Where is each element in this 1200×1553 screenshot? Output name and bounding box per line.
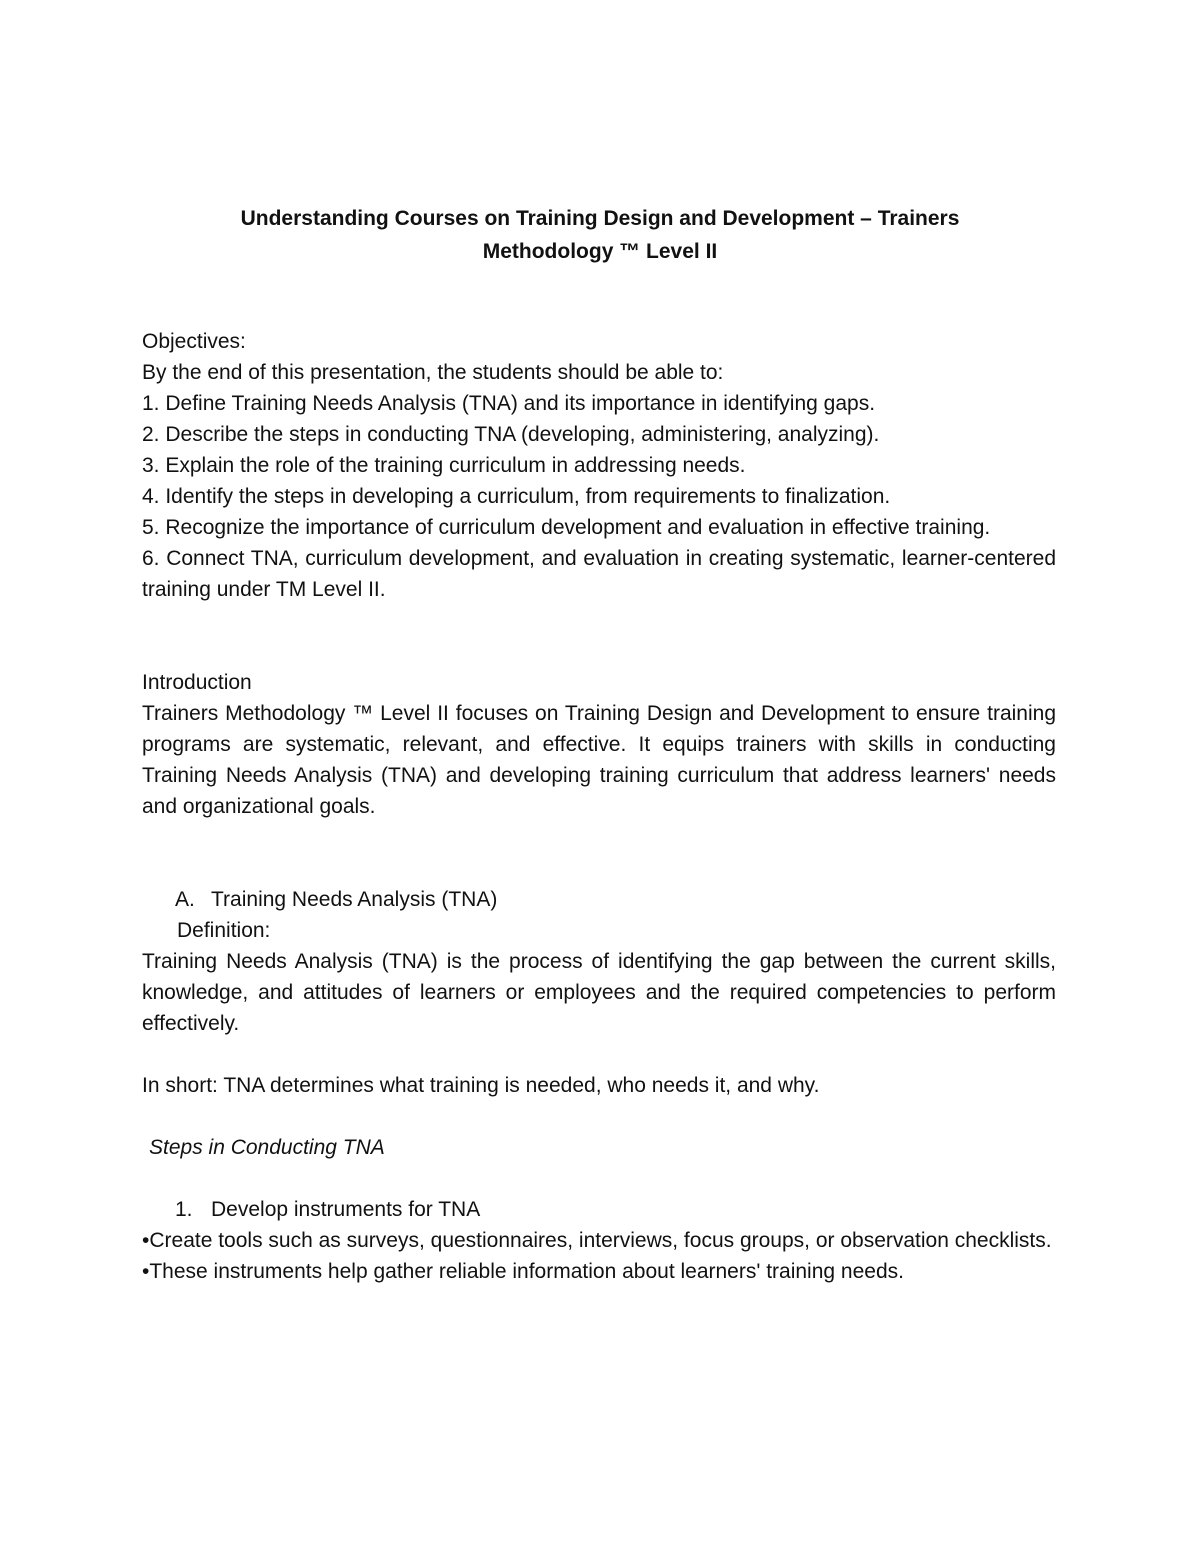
step-1-label: Develop instruments for TNA xyxy=(211,1198,481,1221)
title-line-1: Understanding Courses on Training Design and Development – Trainers xyxy=(240,207,960,230)
definition-text: Training Needs Analysis (TNA) is the process of identifying the gap between the current skills, knowledge, and attitudes of learners or employees and the required competencies to perform effectively. xyxy=(142,950,1056,1035)
step-1-bullet: •These instruments help gather reliable information about learners' training needs. xyxy=(142,1260,904,1283)
objectives-heading: Objectives: xyxy=(142,330,246,353)
section-a-marker: A. xyxy=(175,888,195,911)
objective-item: 3. Explain the role of the training curriculum in addressing needs. xyxy=(142,454,746,477)
title-line-2: Methodology ™ Level II xyxy=(482,240,718,263)
step-1-bullet: •Create tools such as surveys, questionnaires, interviews, focus groups, or observation checklists. xyxy=(142,1229,1052,1252)
objective-item: 5. Recognize the importance of curriculum development and evaluation in effective training. xyxy=(142,516,991,539)
document-title xyxy=(140,202,1060,268)
section-a-heading xyxy=(142,884,1056,915)
definition-label: Definition: xyxy=(177,919,271,942)
step-1-heading xyxy=(142,1194,1056,1225)
introduction-heading: Introduction xyxy=(142,671,252,694)
introduction-body: Trainers Methodology ™ Level II focuses on Training Design and Development to ensure training programs are systematic, relevant, and effective. It equips trainers with skills in conducting Training Needs Analysis (TNA) and developing training curriculum that address learners' needs and organizational goals. xyxy=(142,702,1056,818)
objective-item: 1. Define Training Needs Analysis (TNA) and its importance in identifying gaps. xyxy=(142,392,876,415)
objective-item: 6. Connect TNA, curriculum development, and evaluation in creating systematic, learner-centered training under TM Level II. xyxy=(142,547,1056,601)
section-a-title: Training Needs Analysis (TNA) xyxy=(211,888,498,911)
step-1-marker: 1. xyxy=(175,1198,193,1221)
steps-heading: Steps in Conducting TNA xyxy=(149,1136,385,1159)
objective-item: 2. Describe the steps in conducting TNA (developing, administering, analyzing). xyxy=(142,423,880,446)
objectives-intro: By the end of this presentation, the students should be able to: xyxy=(142,361,724,384)
in-short-text: In short: TNA determines what training is needed, who needs it, and why. xyxy=(142,1074,820,1097)
objective-item: 4. Identify the steps in developing a curriculum, from requirements to finalization. xyxy=(142,485,891,508)
document-body xyxy=(142,326,1056,1287)
